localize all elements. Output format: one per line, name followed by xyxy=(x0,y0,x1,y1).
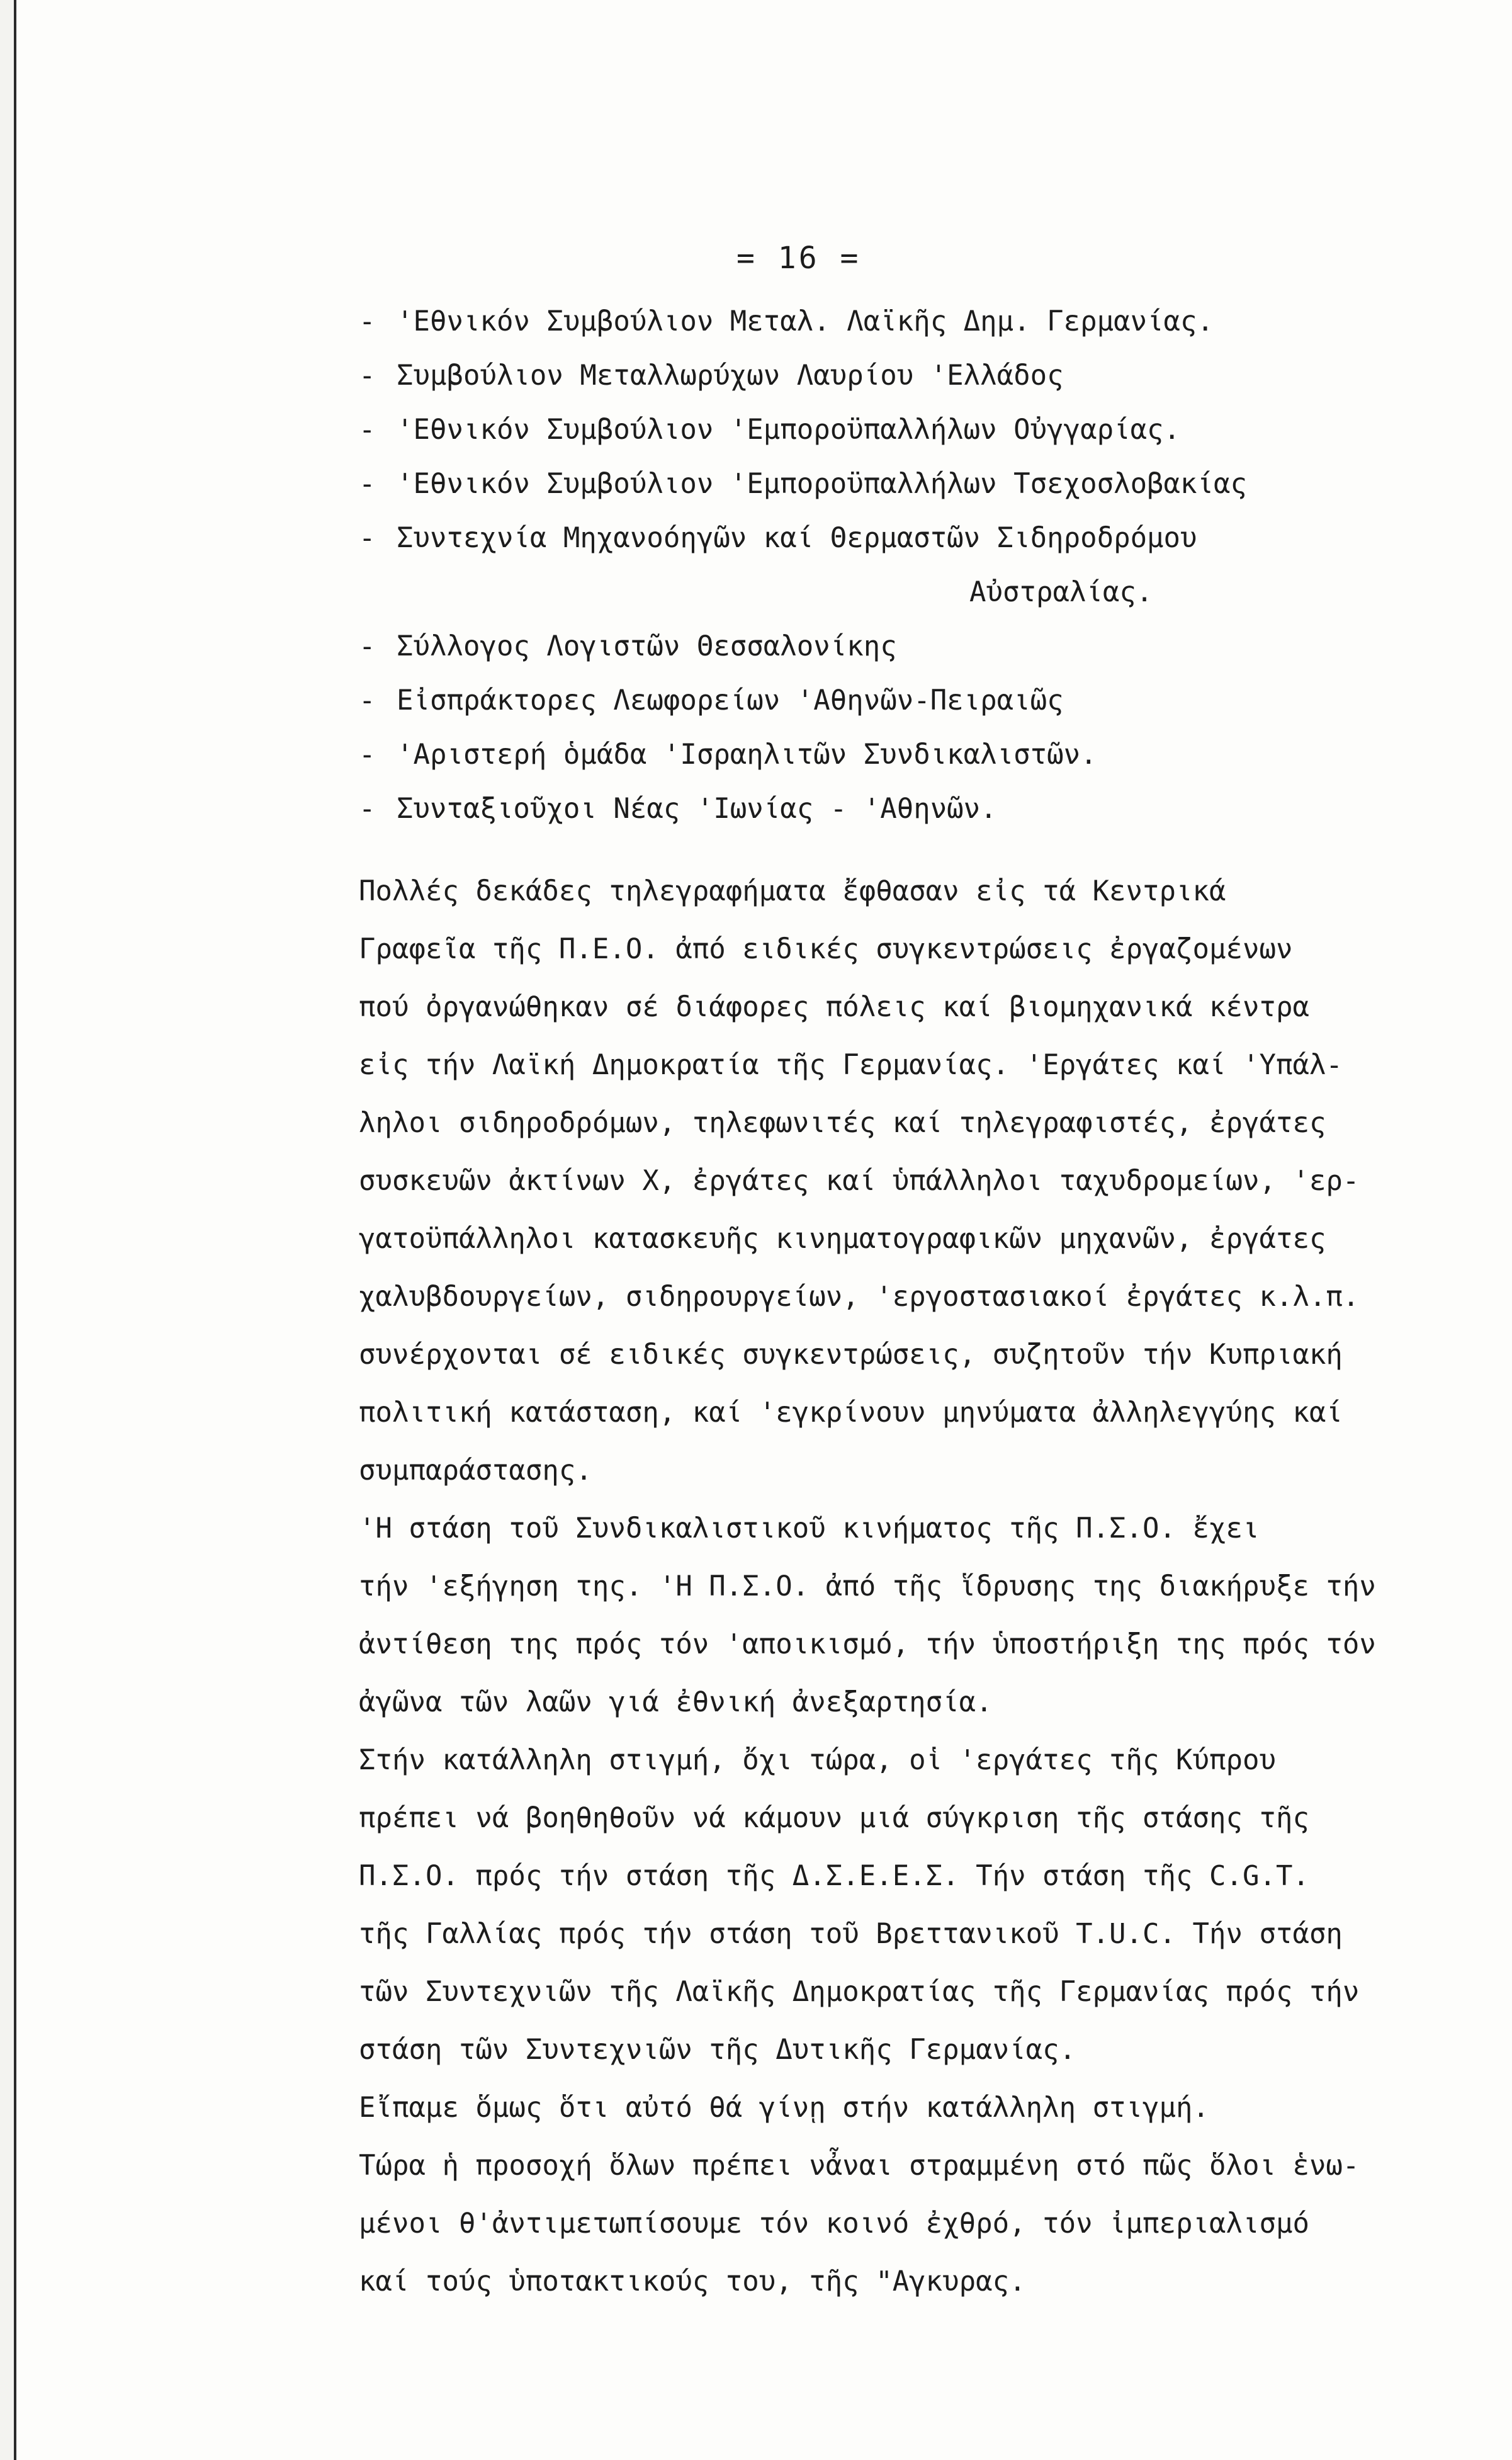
text-line: συμπαράστασης. xyxy=(359,1454,592,1487)
paragraph-telegrams xyxy=(264,863,1423,1500)
list-dash: - xyxy=(359,468,376,500)
paragraph-conclusion xyxy=(264,2079,1423,2311)
binding-edge xyxy=(0,0,16,2460)
text-line: συνέρχονται σέ ειδικές συγκεντρώσεις, συζητοῦν τήν Κυπριακή xyxy=(359,1339,1343,1371)
list-dash: - xyxy=(359,414,376,446)
text-line: Π.Σ.Ο. πρός τήν στάση τῆς Δ.Σ.Ε.Ε.Σ. Τήν στάση τῆς C.G.T. xyxy=(359,1860,1309,1892)
text-line: τῆς Γαλλίας πρός τήν στάση τοῦ Βρεττανικοῦ T.U.C. Τήν στάση xyxy=(359,1918,1343,1950)
text-line: γατοϋπάλληλοι κατασκευῆς κινηματογραφικῶν μηχανῶν, ἐργάτες xyxy=(359,1223,1326,1255)
text-line: Στήν κατάλληλη στιγμή, ὄχι τώρα, οἱ 'εργάτες τῆς Κύπρου xyxy=(359,1744,1276,1776)
text-line: 'Η στάση τοῦ Συνδικαλιστικοῦ κινήματος τῆς Π.Σ.Ο. ἔχει xyxy=(359,1512,1260,1545)
list-item: - Εἰσπράκτορες Λεωφορείων 'Αθηνῶν-Πειραιῶς xyxy=(359,674,1429,728)
text-line: ληλοι σιδηροδρόμων, τηλεφωνιτές καί τηλεγραφιστές, ἐργάτες xyxy=(359,1107,1326,1139)
text-line: τήν 'εξήγηση της. 'Η Π.Σ.Ο. ἀπό τῆς ἵδρυσης της διακήρυξε τήν xyxy=(359,1570,1376,1602)
organizations-list xyxy=(359,295,1429,836)
list-item: - Συνταξιοῦχοι Νέας 'Ιωνίας - 'Αθηνῶν. xyxy=(359,782,1429,836)
text-line: μένοι θ'ἀντιμετωπίσουμε τόν κοινό ἐχθρό, τόν ἰμπεριαλισμό xyxy=(359,2208,1309,2240)
text-line: εἰς τήν Λαϊκή Δημοκρατία τῆς Γερμανίας. 'Εργάτες καί 'Υπάλ- xyxy=(359,1049,1343,1081)
list-dash: - xyxy=(359,360,376,392)
list-item: - 'Αριστερή ὁμάδα 'Ισραηλιτῶν Συνδικαλιστῶν. xyxy=(359,728,1429,782)
text-line: ἀγῶνα τῶν λαῶν γιά ἐθνική ἀνεξαρτησία. xyxy=(359,1686,993,1718)
list-item: - 'Εθνικόν Συμβούλιον 'Εμποροϋπαλλήλων Τσεχοσλοβακίας xyxy=(359,457,1429,511)
body-text xyxy=(264,863,1423,2311)
list-item: - 'Εθνικόν Συμβούλιον 'Εμποροϋπαλλήλων Οὐγγαρίας. xyxy=(359,403,1429,457)
text-line: πολιτική κατάσταση, καί 'εγκρίνουν μηνύματα ἀλληλεγγύης καί xyxy=(359,1397,1343,1429)
paragraph-comparison xyxy=(264,1732,1423,2079)
list-dash: - xyxy=(359,305,376,337)
list-dash: - xyxy=(359,630,376,662)
list-item-continuation: Αὐστραλίας. xyxy=(969,576,1153,608)
text-line: πού ὀργανώθηκαν σέ διάφορες πόλεις καί βιομηχανικά κέντρα xyxy=(359,991,1309,1023)
text-line: καί τούς ὑποτακτικούς του, τῆς "Αγκυρας. xyxy=(359,2265,1026,2298)
list-item: - 'Εθνικόν Συμβούλιον Μεταλ. Λαϊκῆς Δημ. Γερμανίας. xyxy=(359,295,1429,349)
list-item: - Συμβούλιον Μεταλλωρύχων Λαυρίου 'Ελλάδος xyxy=(359,349,1429,403)
text-line: ἀντίθεση της πρός τόν 'αποικισμό, τήν ὑποστήριξη της πρός τόν xyxy=(359,1628,1376,1660)
list-dash: - xyxy=(359,793,376,825)
page-number: = 16 = xyxy=(736,241,861,276)
list-item: - Συντεχνία Μηχανοόηγῶν καί Θερμαστῶν Σιδηροδρόμου xyxy=(359,511,1429,565)
paragraph-union-stance xyxy=(264,1500,1423,1732)
text-line: συσκευῶν ἀκτίνων Χ, ἐργάτες καί ὑπάλληλοι ταχυδρομείων, 'ερ- xyxy=(359,1165,1360,1197)
list-item: - Σύλλογος Λογιστῶν Θεσσαλονίκης xyxy=(359,620,1429,674)
text-line: Πολλές δεκάδες τηλεγραφήματα ἔφθασαν εἰς τά Κεντρικά xyxy=(359,875,1226,907)
list-dash: - xyxy=(359,739,376,771)
text-line: τῶν Συντεχνιῶν τῆς Λαϊκῆς Δημοκρατίας τῆς Γερμανίας πρός τήν xyxy=(359,1976,1360,2008)
list-dash: - xyxy=(359,522,376,554)
text-line: Εἴπαμε ὅμως ὅτι αὐτό θά γίνῃ στήν κατάλληλη στιγμή. xyxy=(359,2092,1210,2124)
text-line: στάση τῶν Συντεχνιῶν τῆς Δυτικῆς Γερμανίας. xyxy=(359,2034,1076,2066)
text-line: Τώρα ἡ προσοχή ὅλων πρέπει νἆναι στραμμένη στό πῶς ὅλοι ἑνω- xyxy=(359,2150,1360,2182)
list-dash: - xyxy=(359,684,376,717)
text-line: Γραφεῖα τῆς Π.Ε.Ο. ἀπό ειδικές συγκεντρώσεις ἐργαζομένων xyxy=(359,933,1293,965)
text-line: πρέπει νά βοηθηθοῦν νά κάμουν μιά σύγκριση τῆς στάσης τῆς xyxy=(359,1802,1309,1834)
text-line: χαλυβδουργείων, σιδηρουργείων, 'εργοστασιακοί ἐργάτες κ.λ.π. xyxy=(359,1281,1360,1313)
